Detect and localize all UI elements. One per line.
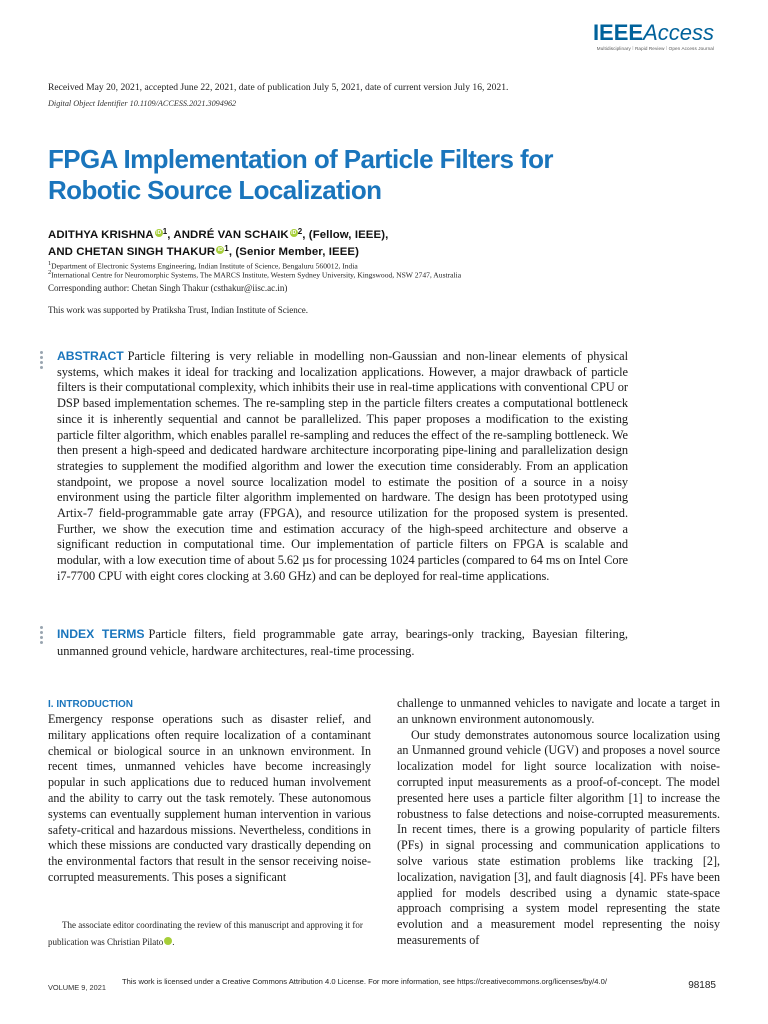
orcid-icon: iD — [217, 247, 223, 253]
authors-line-1 — [48, 227, 388, 241]
logo-ieee: IEEE — [592, 20, 644, 45]
paper-title: FPGA Implementation of Particle Filters for Robotic Source Localization — [48, 144, 553, 205]
logo-tagline: Multidisciplinary ⁞ Rapid Review ⁞ Open Access Journal — [596, 46, 714, 51]
index-terms — [57, 626, 628, 660]
affiliation-text: International Centre for Neuromorphic Systems, The MARCS Institute, Western Sydney University, Kingswood, NSW 2747, Australia — [51, 270, 462, 280]
doi: Digital Object Identifier 10.1109/ACCESS.2021.3094962 — [48, 99, 237, 108]
abstract-label: ABSTRACT — [57, 349, 124, 363]
section-heading: I. INTRODUCTION — [48, 699, 133, 710]
author-note: , (Fellow, IEEE), — [302, 229, 389, 241]
logo-access: Access — [643, 20, 714, 45]
paragraph: Our study demonstrates autonomous source localization using an Unmanned ground vehicle (UGV) and proposes a novel source localization model for light source localization with noise-corrupted input measurements as a proof-of-concept. The model presented here uses a particle filter algorithm [1] to increase the robustness to false detections and noise-corrupted measurements. In recent times, there is a growing popularity of particle filters (PFs) in signal processing and communication applications to solve various state estimation problems like tracking [2], localization, navigation [3], and fault diagnosis [4]. PFs have been applied for models described using a dynamic state-space approach comprising a system model representing the state evolution and a measurement model representing the noisy measurements of — [397, 727, 720, 947]
author-sup: 1 — [224, 244, 229, 253]
authors-line-2 — [48, 244, 359, 258]
corresponding-author: Corresponding author: Chetan Singh Thakur (csthakur@iisc.ac.in) — [48, 283, 288, 293]
author-name: CHETAN SINGH THAKUR — [76, 246, 216, 258]
author-sep: , — [167, 229, 174, 241]
editor-footnote: The associate editor coordinating the review of this manuscript and approving it for publication was Christian Pilato iD. — [48, 920, 363, 947]
body-column-right — [397, 696, 720, 949]
affiliation-text: Department of Electronic Systems Engineering, Indian Institute of Science, Bengaluru 560012, India — [51, 261, 358, 271]
author-sup: 1 — [162, 227, 168, 236]
orcid-icon: iD — [156, 230, 162, 236]
ieee-access-logo — [593, 22, 714, 51]
author-sup: 2 — [297, 227, 303, 236]
logo-wordmark — [593, 22, 714, 44]
author-note: , (Senior Member, IEEE) — [228, 246, 359, 258]
author-and: AND — [48, 246, 77, 258]
author-name: ANDRÉ VAN SCHAIK — [173, 229, 289, 241]
affiliation-number: 2 — [48, 269, 52, 276]
footnote-text: The associate editor coordinating the review of this manuscript and approving it for publication was Christian Pilato — [48, 920, 363, 947]
funding-note: This work was supported by Pratiksha Trust, Indian Institute of Science. — [48, 305, 308, 315]
orcid-icon: iD — [291, 230, 297, 236]
dots-icon — [40, 351, 44, 371]
abstract-text: Particle filtering is very reliable in modelling non-Gaussian and non-linear elements of physical systems, which makes it ideal for tracking and localization applications. However, a major drawback of particle filters is their computational complexity, which inhibits their use in real-time applications with conventional CPU or DSP based implementation schemes. The re-sampling step in the particle filters creates a computational bottleneck since it is inherently sequential and cannot be parallelized. This paper proposes a modification to the existing particle filter algorithm, which enables parallel re-sampling and reduces the effect of the re-sampling bottleneck. We then present a high-speed and dedicated hardware architecture incorporating pipe-lining and parallelization design strategies to supplement the modified algorithm and lower the execution time considerably. From an application standpoint, we propose a novel source localization model to estimate the position of a source in a noisy environment using the particle filter algorithm implemented on hardware. The design has been prototyped using Artix-7 field-programmable gate array (FPGA), and resource utilization for the proposed system is presented. Further, we show the execution time and estimation accuracy of the high-speed architecture and observe a significant reduction in computational time. Our implementation of particle filters on FPGA is scalable and modular, with a low execution time of about 5.62 µs for processing 1024 particles (compared to 64 ms on Intel Core i7-7700 CPU with eight cores clocking at 3.60 GHz) and can be deployed for real-time applications. — [57, 349, 628, 583]
paragraph: Emergency response operations such as disaster relief, and military applications often require localization of a contaminant chemical or biological source in an unknown environment. In recent times, unmanned vehicles have become increasingly popular in such applications due to reduced human involvement and the ability to carry out the task remotely. These autonomous systems can eventually supplement human intervention in various safety-critical and hazardous missions. Nevertheless, conditions in which these missions are conducted vary drastically depending on the environmental factors that result in the sensor receiving noise-corrupted measurements. This poses a significant — [48, 712, 371, 884]
affiliation-number: 1 — [48, 260, 52, 267]
affiliation-2 — [48, 269, 461, 280]
orcid-icon: iD — [164, 937, 172, 945]
index-terms-label: INDEX TERMS — [57, 627, 145, 641]
dots-icon — [40, 626, 44, 646]
license-text: This work is licensed under a Creative Commons Attribution 4.0 License. For more information, see https://creativecommons.org/licenses/by/4.0/ — [122, 977, 607, 986]
author-name: ADITHYA KRISHNA — [48, 229, 154, 241]
abstract — [57, 349, 628, 585]
body-column-left — [48, 712, 371, 886]
received-dates: Received May 20, 2021, accepted June 22, 2021, date of publication July 5, 2021, date of current version July 16, 2021. — [48, 82, 509, 93]
index-terms-text: Particle filters, field programmable gate array, bearings-only tracking, Bayesian filtering, unmanned ground vehicle, hardware architectures, real-time processing. — [57, 627, 628, 658]
volume-label: VOLUME 9, 2021 — [48, 983, 106, 992]
page-number: 98185 — [688, 980, 716, 991]
paragraph: challenge to unmanned vehicles to navigate and locate a target in an unknown environment autonomously. — [397, 696, 720, 726]
